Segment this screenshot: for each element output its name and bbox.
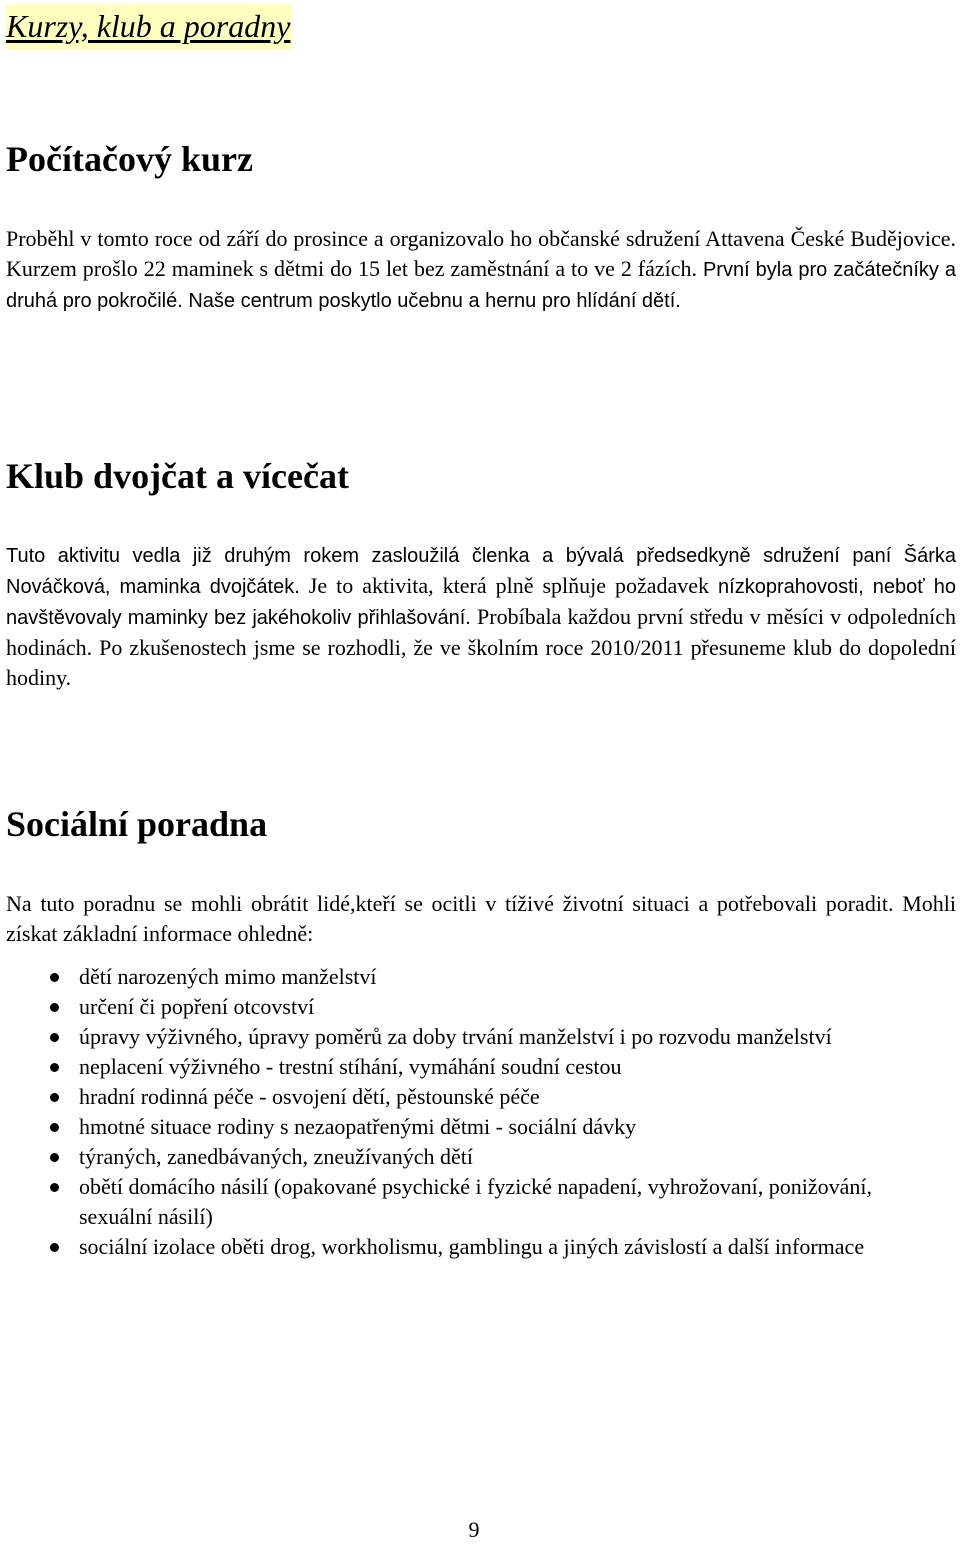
page-number: 9	[468, 1517, 480, 1542]
bullet-icon	[50, 1033, 59, 1042]
list-item	[6, 962, 939, 992]
list-item	[6, 1112, 939, 1142]
list-item	[6, 1052, 939, 1082]
paragraph-twins-club	[6, 540, 956, 693]
list-item	[6, 1172, 939, 1232]
paragraph-social-counseling	[6, 889, 956, 949]
page-heading-link[interactable]: Kurzy, klub a poradny	[6, 4, 292, 50]
paragraph-span: Tuto aktivitu vedla již druhým rokem zasloužilá členka a bývalá předsedkyně sdružení paní Šárka Nováčková, maminka dvojčátek.	[6, 545, 956, 598]
paragraph-span: První byla pro začátečníky a druhá pro pokročilé. Naše centrum poskytlo učebnu a hernu pro hlídání dětí.	[6, 259, 957, 312]
paragraph-computer-course	[6, 224, 956, 316]
bullet-icon	[50, 973, 59, 982]
bullet-icon	[50, 1183, 59, 1192]
list-item-text: hradní rodinná péče - osvojení dětí, pěstounské péče	[79, 1084, 540, 1109]
bullet-icon	[50, 1153, 59, 1162]
list-item	[6, 1022, 939, 1052]
list-item-text: obětí domácího násilí (opakované psychické i fyzické napadení, vyhrožovaní, ponižování, sexuální násilí)	[79, 1174, 872, 1229]
topics-list	[6, 962, 956, 1262]
paragraph-span: nízkoprahovosti, neboť ho navštěvovaly maminky bez jakéhokoliv přihlašování.	[6, 576, 956, 629]
section-title-social-counseling: Sociální poradna	[6, 804, 268, 844]
bullet-icon	[50, 1123, 59, 1132]
list-item-text: týraných, zanedbávaných, zneužívaných dětí	[79, 1144, 473, 1169]
list-item-text: sociální izolace oběti drog, workholismu, gamblingu a jiných závislostí a další informace	[79, 1234, 865, 1259]
list-item-text: dětí narozených mimo manželství	[79, 964, 377, 989]
list-item-text: úpravy výživného, úpravy poměrů za doby trvání manželství i po rozvodu manželství	[79, 1024, 832, 1049]
paragraph-span: Probíbala každou první středu v měsíci v odpoledních hodinách. Po zkušenostech jsme se rozhodli, že ve školním roce 2010/2011 přesuneme klub do dopolední hodiny.	[6, 604, 956, 690]
bullet-icon	[50, 1063, 59, 1072]
section-title-twins-club: Klub dvojčat a vícečat	[6, 456, 349, 496]
list-item	[6, 1232, 939, 1262]
list-item	[6, 992, 939, 1022]
section-title-computer-course: Počítačový kurz	[6, 139, 253, 179]
paragraph-span: Je to aktivita, která plně splňuje požadavek	[308, 573, 719, 598]
list-item-text: neplacení výživného - trestní stíhání, vymáhání soudní cestou	[79, 1054, 622, 1079]
list-item	[6, 1142, 939, 1172]
list-item	[6, 1082, 939, 1112]
paragraph-span: Proběhl v tomto roce od září do prosince a organizovalo ho občanské sdružení Attavena České Budějovice. Kurzem prošlo 22 maminek s dětmi do 15 let bez zaměstnání a to ve 2 fázích.	[6, 226, 956, 281]
bullet-icon	[50, 1243, 59, 1252]
list-item-text: hmotné situace rodiny s nezaopatřenými dětmi - sociální dávky	[79, 1114, 637, 1139]
paragraph-span: Na tuto poradnu se mohli obrátit lidé,kteří se ocitli v tíživé životní situaci a potřebovali poradit. Mohli získat základní informace ohledně:	[6, 891, 956, 946]
bullet-icon	[50, 1003, 59, 1012]
list-item-text: určení či popření otcovství	[79, 994, 315, 1019]
bullet-icon	[50, 1093, 59, 1102]
